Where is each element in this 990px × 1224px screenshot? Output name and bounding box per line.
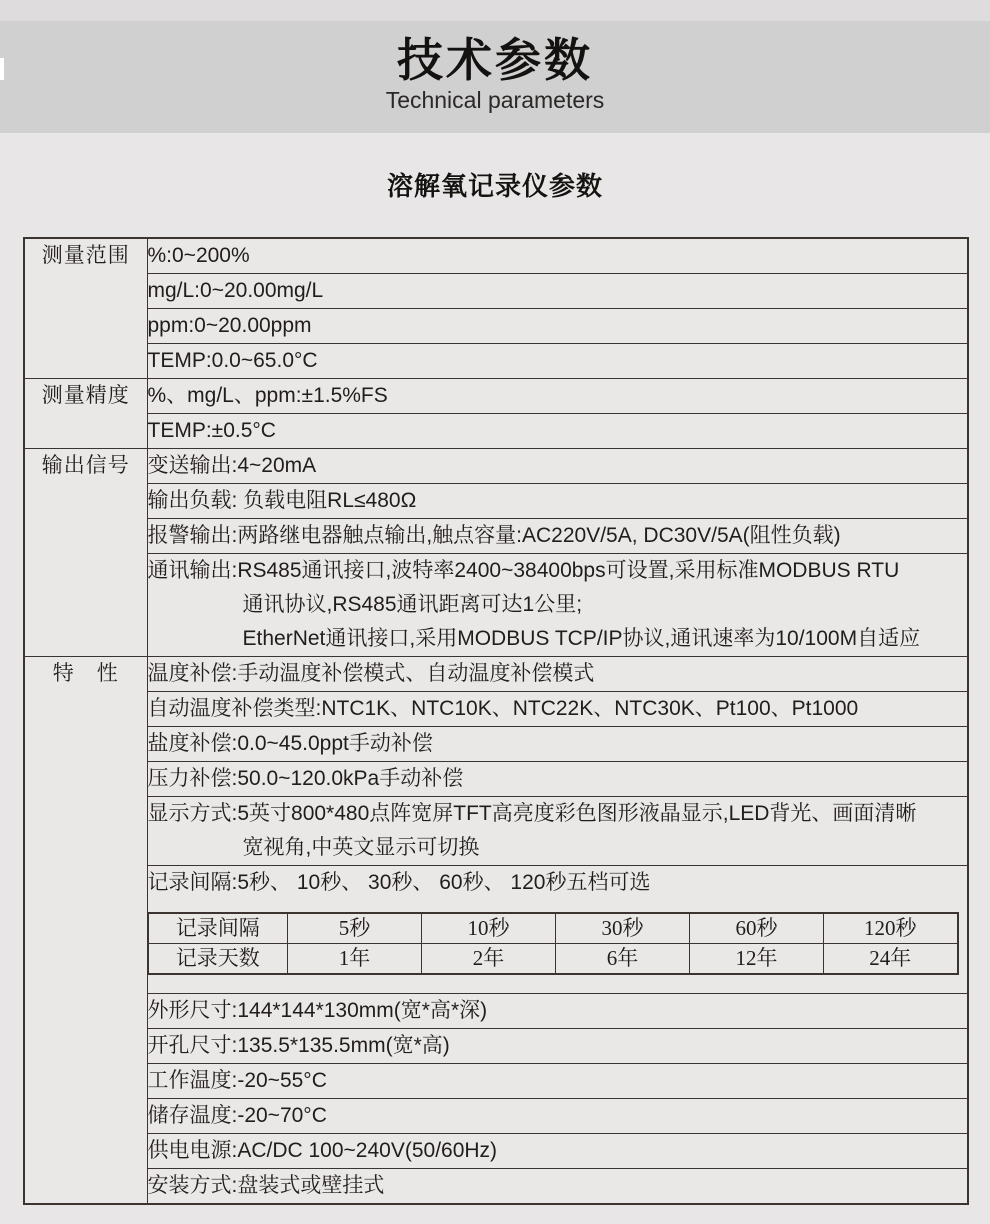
spec-row <box>24 274 968 309</box>
record-table-row <box>148 944 958 975</box>
spec-value-cell <box>147 1134 968 1169</box>
spec-value-cell <box>147 1064 968 1099</box>
spec-value-cell <box>147 309 968 344</box>
spec-value-cell <box>147 657 968 692</box>
record-interval-table <box>147 912 959 975</box>
spec-line: 压力补偿:50.0~120.0kPa手动补偿 <box>147 767 464 790</box>
spec-line: 储存温度:-20~70°C <box>147 1104 327 1127</box>
spec-value-cell <box>147 1029 968 1064</box>
spec-line: TEMP:±0.5°C <box>147 419 276 442</box>
spec-value-cell <box>147 238 968 274</box>
spec-row <box>24 1134 968 1169</box>
spec-row <box>24 414 968 449</box>
record-table-cell: 60秒 <box>690 913 824 944</box>
record-table-cell: 24年 <box>824 944 958 975</box>
spec-table <box>23 237 969 1205</box>
spec-line: 开孔尺寸:135.5*135.5mm(宽*高) <box>147 1034 450 1057</box>
record-table-row <box>148 913 958 944</box>
spec-section-label: 测量范围 <box>24 238 147 379</box>
record-table-cell: 1年 <box>288 944 422 975</box>
record-table-cell: 120秒 <box>824 913 958 944</box>
spec-value-cell <box>147 344 968 379</box>
spec-line: 宽视角,中英文显示可切换 <box>242 836 480 859</box>
spec-value-cell <box>147 519 968 554</box>
record-table-header-cell: 记录间隔 <box>148 913 288 944</box>
spec-line: mg/L:0~20.00mg/L <box>147 279 324 302</box>
spec-line: TEMP:0.0~65.0°C <box>147 349 318 372</box>
record-table-cell: 2年 <box>422 944 556 975</box>
spec-row <box>24 994 968 1029</box>
left-edge-notch <box>0 58 4 80</box>
spec-value-cell <box>147 1169 968 1205</box>
spec-row <box>24 554 968 657</box>
record-table-cell: 12年 <box>690 944 824 975</box>
spec-line: 安装方式:盘装式或壁挂式 <box>147 1174 385 1197</box>
page-subtitle: Technical parameters <box>385 87 605 113</box>
spec-row <box>24 1029 968 1064</box>
record-table-cell: 30秒 <box>556 913 690 944</box>
spec-value-cell <box>147 484 968 519</box>
spec-row <box>24 727 968 762</box>
spec-line: 通讯协议,RS485通讯距离可达1公里; <box>242 593 583 616</box>
spec-line: %:0~200% <box>147 244 250 267</box>
spec-line: 工作温度:-20~55°C <box>147 1069 327 1092</box>
spec-value-cell <box>147 727 968 762</box>
spec-row <box>24 1099 968 1134</box>
spec-line: 输出负载: 负载电阻RL≤480Ω <box>147 489 417 512</box>
spec-line: 自动温度补偿类型:NTC1K、NTC10K、NTC22K、NTC30K、Pt100、Pt1000 <box>147 697 859 720</box>
spec-value-cell <box>147 866 968 994</box>
spec-row <box>24 519 968 554</box>
section-title: 溶解氧记录仪参数 <box>386 171 603 201</box>
spec-line: 供电电源:AC/DC 100~240V(50/60Hz) <box>147 1139 498 1162</box>
spec-value-cell <box>147 414 968 449</box>
spec-line: 记录间隔:5秒、 10秒、 30秒、 60秒、 120秒五档可选 <box>147 871 651 894</box>
page-title: 技术参数 <box>397 34 593 86</box>
spec-row <box>24 1169 968 1205</box>
spec-value-cell <box>147 797 968 866</box>
record-table-header-cell: 记录天数 <box>148 944 288 975</box>
spec-section-label: 特 性 <box>24 657 147 1205</box>
spec-line: 报警输出:两路继电器触点输出,触点容量:AC220V/5A, DC30V/5A(阻性负载) <box>147 524 841 547</box>
spec-value-cell <box>147 692 968 727</box>
spec-row <box>24 484 968 519</box>
header-band <box>0 21 990 133</box>
spec-value-cell <box>147 554 968 657</box>
spec-row <box>24 1064 968 1099</box>
spec-table-body <box>24 238 968 1204</box>
spec-value-cell <box>147 762 968 797</box>
top-strip <box>0 0 990 21</box>
spec-value-cell <box>147 1099 968 1134</box>
spec-line: 温度补偿:手动温度补偿模式、自动温度补偿模式 <box>147 662 595 685</box>
spec-line: %、mg/L、ppm:±1.5%FS <box>147 384 388 407</box>
spec-value-cell <box>147 274 968 309</box>
spec-value-cell <box>147 449 968 484</box>
record-table-cell: 5秒 <box>288 913 422 944</box>
spec-row <box>24 238 968 274</box>
spec-line: 通讯输出:RS485通讯接口,波特率2400~38400bps可设置,采用标准MODBUS RTU <box>147 559 900 582</box>
spec-row <box>24 797 968 866</box>
spec-section-label: 输出信号 <box>24 449 147 657</box>
spec-value-cell <box>147 994 968 1029</box>
spec-line: ppm:0~20.00ppm <box>147 314 312 337</box>
spec-line: 盐度补偿:0.0~45.0ppt手动补偿 <box>147 732 433 755</box>
spec-section-label: 测量精度 <box>24 379 147 449</box>
spec-line: EtherNet通讯接口,采用MODBUS TCP/IP协议,通讯速率为10/100M自适应 <box>242 627 921 650</box>
spec-row <box>24 309 968 344</box>
spec-row <box>24 692 968 727</box>
spec-row <box>24 379 968 414</box>
spec-line: 显示方式:5英寸800*480点阵宽屏TFT高亮度彩色图形液晶显示,LED背光、画面清晰 <box>147 802 917 825</box>
spec-line: 变送输出:4~20mA <box>147 454 317 477</box>
spec-row <box>24 762 968 797</box>
spec-row <box>24 344 968 379</box>
spec-row <box>24 449 968 484</box>
spec-line: 外形尺寸:144*144*130mm(宽*高*深) <box>147 999 488 1022</box>
spec-row <box>24 657 968 692</box>
record-table-cell: 6年 <box>556 944 690 975</box>
spec-row <box>24 866 968 994</box>
record-table-cell: 10秒 <box>422 913 556 944</box>
spec-value-cell <box>147 379 968 414</box>
